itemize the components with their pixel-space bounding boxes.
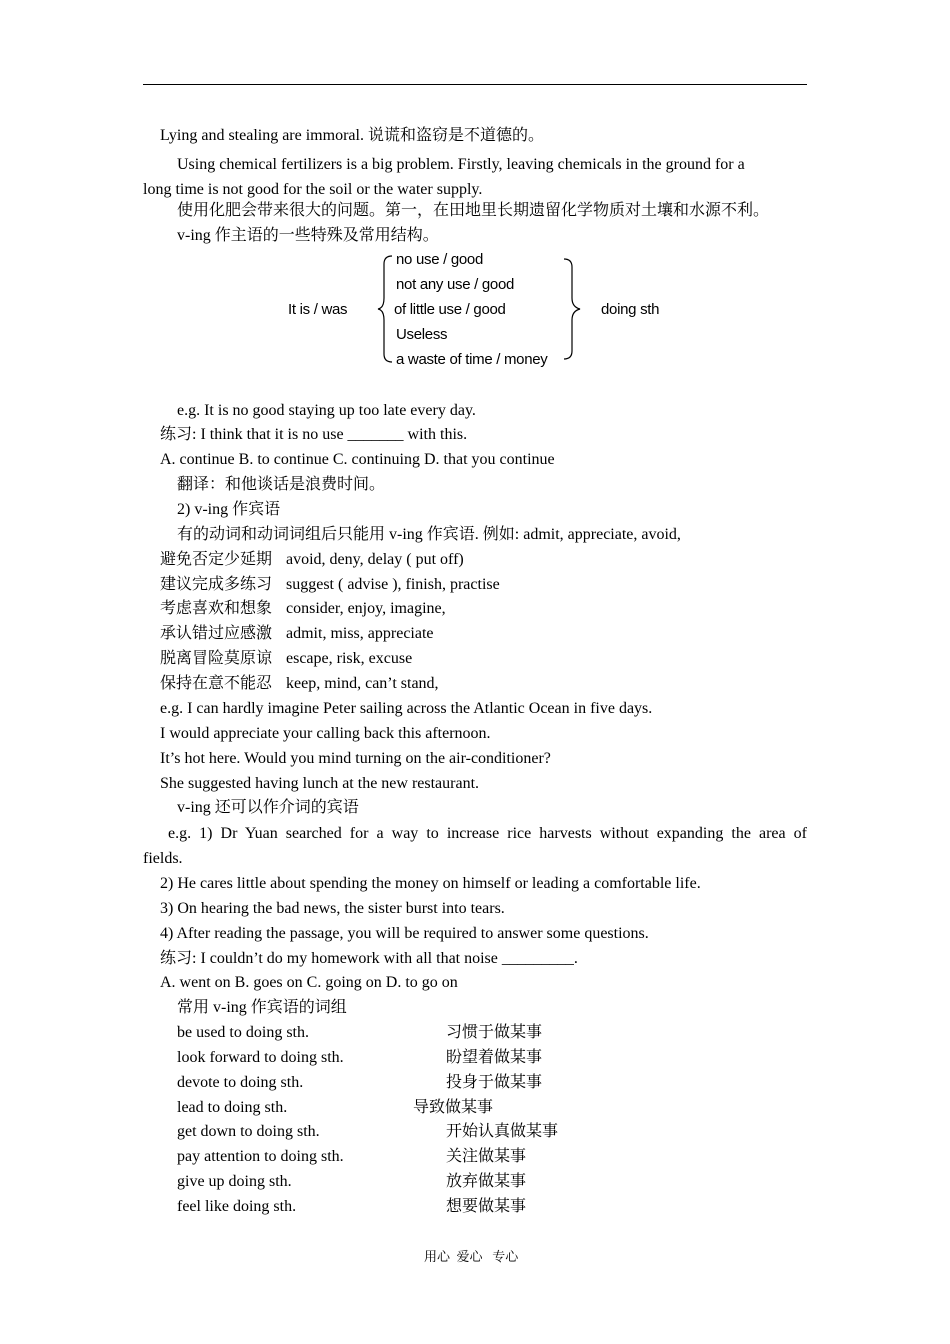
diagram-option: a waste of time / money — [396, 351, 548, 368]
exercise-1-options: A. continue B. to continue C. continuing D. that you continue — [160, 451, 555, 468]
sentence-lying-stealing: Lying and stealing are immoral. 说谎和盗窃是不道德的。 — [160, 127, 544, 144]
mnemonic-cn: 避免否定少延期 — [160, 551, 273, 568]
phrase-en: get down to doing sth. — [177, 1123, 320, 1140]
example-imagine: e.g. I can hardly imagine Peter sailing across the Atlantic Ocean in five days. — [160, 700, 653, 717]
mnemonic-en: consider, enjoy, imagine, — [286, 600, 446, 617]
diagram-option: Useless — [396, 326, 448, 343]
paragraph-fertilizers-line2: long time is not good for the soil or the water supply. — [143, 181, 483, 198]
example-no-good: e.g. It is no good staying up too late every day. — [177, 402, 476, 419]
mnemonic-en: suggest ( advise ), finish, practise — [286, 576, 500, 593]
exercise-1-question: 练习: I think that it is no use _______ with this. — [160, 426, 468, 443]
example-on-hearing: 3) On hearing the bad news, the sister burst into tears. — [160, 900, 505, 917]
diagram-option: no use / good — [396, 251, 484, 268]
mnemonic-cn: 考虑喜欢和想象 — [160, 600, 273, 617]
phrase-cn: 盼望着做某事 — [446, 1049, 543, 1066]
paragraph-fertilizers-translation: 使用化肥会带来很大的问题。第一，在田地里长期遗留化学物质对土壤和水源不利。 — [177, 202, 770, 219]
example-dr-yuan-line1: e.g. 1) Dr Yuan searched for a way to increase rice harvests without expanding the area of — [168, 825, 807, 842]
phrase-cn: 关注做某事 — [446, 1148, 527, 1165]
phrases-heading: 常用 v-ing 作宾语的词组 — [177, 999, 347, 1016]
phrase-cn: 放弃做某事 — [446, 1173, 527, 1190]
phrase-en: feel like doing sth. — [177, 1198, 297, 1215]
mnemonic-cn: 保持在意不能忍 — [160, 675, 273, 692]
mnemonic-en: admit, miss, appreciate — [286, 625, 434, 642]
example-suggested: She suggested having lunch at the new restaurant. — [160, 775, 480, 792]
diagram-option: not any use / good — [396, 276, 515, 293]
phrase-en: pay attention to doing sth. — [177, 1148, 344, 1165]
translation-exercise: 翻译：和他谈话是浪费时间。 — [177, 476, 386, 493]
example-cares-little: 2) He cares little about spending the money on himself or leading a comfortable life. — [160, 875, 701, 892]
phrase-en: be used to doing sth. — [177, 1024, 309, 1041]
phrase-cn: 投身于做某事 — [446, 1074, 543, 1091]
mnemonic-en: keep, mind, can’t stand, — [286, 675, 439, 692]
phrase-en: devote to doing sth. — [177, 1074, 304, 1091]
phrase-en: give up doing sth. — [177, 1173, 292, 1190]
section-preposition-heading: v-ing 还可以作介词的宾语 — [177, 799, 359, 816]
mnemonic-cn: 承认错过应感激 — [160, 625, 273, 642]
structure-diagram — [280, 250, 680, 372]
mnemonic-cn: 脱离冒险莫原谅 — [160, 650, 273, 667]
exercise-2-question: 练习: I couldn’t do my homework with all that noise _________. — [160, 950, 578, 967]
phrase-cn: 开始认真做某事 — [446, 1123, 559, 1140]
mnemonic-en: avoid, deny, delay ( put off) — [286, 551, 464, 568]
phrase-en: lead to doing sth. — [177, 1099, 288, 1116]
phrase-en: look forward to doing sth. — [177, 1049, 344, 1066]
exercise-2-options: A. went on B. goes on C. going on D. to go on — [160, 974, 458, 991]
example-dr-yuan-line2: fields. — [143, 850, 183, 867]
diagram-option: of little use / good — [394, 301, 506, 318]
section-object-intro: 有的动词和动词词组后只能用 v-ing 作宾语. 例如: admit, appreciate, avoid, — [177, 526, 681, 543]
diagram-object: doing sth — [601, 301, 660, 318]
example-appreciate: I would appreciate your calling back this afternoon. — [160, 725, 491, 742]
phrase-cn: 想要做某事 — [446, 1198, 527, 1215]
diagram-subject: It is / was — [288, 301, 348, 318]
phrase-cn: 导致做某事 — [413, 1099, 494, 1116]
example-mind: It’s hot here. Would you mind turning on the air-conditioner? — [160, 750, 551, 767]
mnemonic-en: escape, risk, excuse — [286, 650, 413, 667]
header-rule — [143, 84, 807, 85]
mnemonic-cn: 建议完成多练习 — [160, 576, 273, 593]
paragraph-fertilizers-line1: Using chemical fertilizers is a big problem. Firstly, leaving chemicals in the ground for a — [177, 156, 745, 173]
page-footer: 用心 爱心 专心 — [424, 1249, 519, 1264]
section-object-heading: 2) v-ing 作宾语 — [177, 501, 281, 518]
phrase-cn: 习惯于做某事 — [446, 1024, 543, 1041]
example-after-reading: 4) After reading the passage, you will be required to answer some questions. — [160, 925, 649, 942]
section-subject-heading: v-ing 作主语的一些特殊及常用结构。 — [177, 227, 439, 244]
